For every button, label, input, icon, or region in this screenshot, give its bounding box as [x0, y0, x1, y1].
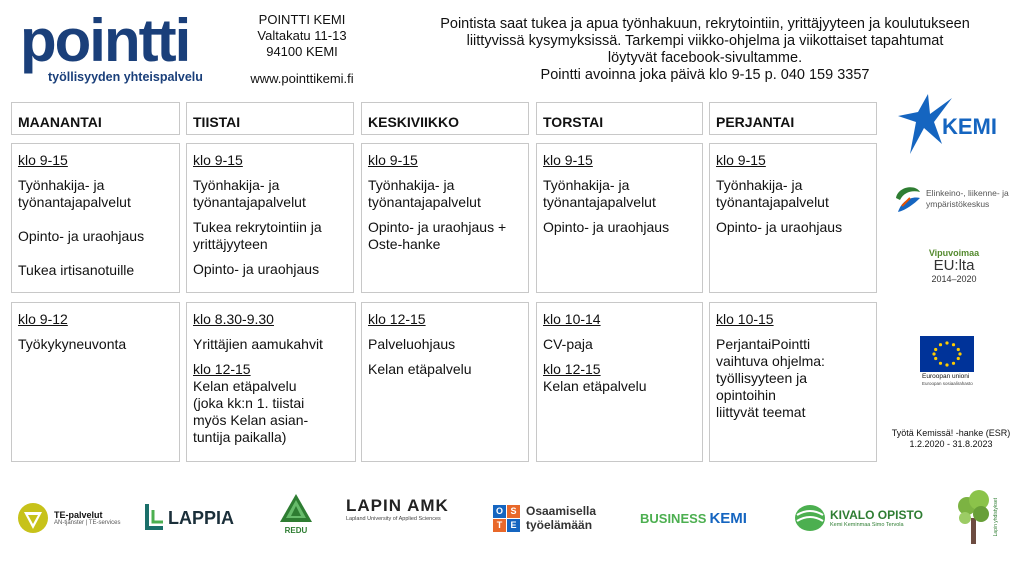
- project-info: [884, 428, 1018, 450]
- vipuvoimaa-eu-logo: [914, 248, 994, 294]
- address-block: [232, 12, 372, 87]
- day-name: KESKIVIIKKO: [368, 114, 460, 130]
- thursday-morning-cell: [536, 143, 703, 293]
- time-label: klo 8.30-9.30: [193, 311, 274, 327]
- te-palvelut-sub: AN-tjänster | TE-services: [54, 520, 121, 526]
- pointti-logo: [20, 7, 203, 88]
- day-header-tuesday: [186, 102, 354, 135]
- service-item: Työnhakija- ja työnantajapalvelut: [543, 177, 656, 210]
- monday-afternoon-cell: [11, 302, 180, 462]
- ely-centre-logo: [894, 182, 1016, 218]
- monday-morning-cell: [11, 143, 180, 293]
- lapin-amk-sub: Lapland University of Applied Sciences: [346, 516, 441, 522]
- intro-line-2: liittyvissä kysymyksissä. Tarkempi viikko-ohjelma ja viikottaiset tapahtumat: [466, 33, 944, 49]
- wednesday-afternoon-cell: [361, 302, 529, 462]
- day-name: PERJANTAI: [716, 114, 795, 130]
- service-item: Opinto- ja uraohjaus: [716, 219, 843, 235]
- oste-line-1: Osaamisella: [526, 504, 597, 518]
- day-name: MAANANTAI: [18, 114, 102, 130]
- te-palvelut-logo: [16, 496, 126, 540]
- service-item: Työnhakija- ja työnantajapalvelut: [18, 177, 131, 210]
- service-item: Opinto- ja uraohjaus: [18, 228, 145, 244]
- eu-stars-icon: [920, 336, 974, 372]
- kivalo-wordmark: KIVALO OPISTO: [830, 508, 923, 522]
- oste-letter: O: [493, 505, 506, 518]
- kivalo-icon: [794, 503, 826, 533]
- tuesday-morning-cell: [186, 143, 354, 293]
- logo-tagline: työllisyyden yhteispalvelu: [48, 70, 203, 84]
- time-label: klo 9-15: [18, 152, 68, 168]
- business-wordmark: BUSINESS: [640, 510, 707, 526]
- service-item: Työnhakija- ja työnantajapalvelut: [193, 177, 306, 210]
- kemi-city-logo: [896, 92, 1006, 156]
- service-note: (joka kk:n 1. tiistai: [193, 395, 305, 411]
- eu-ilta-text: EU:lta: [933, 257, 975, 274]
- tree-icon: [955, 488, 993, 546]
- wednesday-morning-cell: [361, 143, 529, 293]
- service-item: PerjantaiPointti: [716, 336, 811, 352]
- day-header-wednesday: [361, 102, 529, 135]
- service-item: Opinto- ja uraohjaus + Oste-hanke: [368, 219, 507, 252]
- te-palvelut-icon: [16, 501, 50, 535]
- vipuvoimaa-text: Vipuvoimaa: [928, 248, 980, 258]
- time-label: klo 9-15: [543, 152, 593, 168]
- project-dates: 1.2.2020 - 31.8.2023: [909, 439, 993, 449]
- time-label: klo 12-15: [543, 361, 601, 377]
- ely-name-line-2: ympäristökeskus: [926, 199, 990, 209]
- tree-association-logo: [955, 486, 1011, 548]
- oste-logo: [493, 496, 623, 540]
- service-item: CV-paja: [543, 336, 593, 352]
- lapin-amk-logo: [346, 496, 466, 540]
- project-name: Työtä Kemissä! -hanke (ESR): [891, 428, 1011, 438]
- kivalo-sub: Kemi Keminmaa Simo Tervola: [830, 522, 904, 528]
- business-kemi-wordmark: KEMI: [709, 509, 747, 527]
- te-palvelut-name: TE-palvelut: [54, 510, 103, 520]
- lappia-logo: [143, 496, 243, 540]
- service-item: Työnhakija- ja työnantajapalvelut: [716, 177, 829, 210]
- redu-logo: [276, 492, 316, 540]
- eu-union-text: Euroopan unioni: [922, 373, 970, 380]
- time-label: klo 12-15: [368, 311, 426, 327]
- tuesday-afternoon-cell: [186, 302, 356, 462]
- service-item: työllisyyteen ja: [716, 370, 808, 386]
- intro-line-3: löytyvät facebook-sivultamme.: [607, 50, 803, 66]
- service-item: Yrittäjien aamukahvit: [193, 336, 323, 352]
- lappia-wordmark: LAPPIA: [168, 507, 235, 528]
- thursday-afternoon-cell: [536, 302, 703, 462]
- redu-wordmark: REDU: [284, 526, 308, 535]
- time-label: klo 10-14: [543, 311, 601, 327]
- business-kemi-logo: [640, 496, 768, 540]
- service-item: Palveluohjaus: [368, 336, 456, 352]
- service-item: Tukea rekrytointiin ja yrittäjyyteen: [193, 219, 322, 252]
- office-name: POINTTI KEMI: [258, 12, 346, 27]
- service-item: Kelan etäpalvelu: [193, 378, 297, 394]
- redu-tree-icon: [278, 492, 314, 526]
- postal-address: 94100 KEMI: [266, 44, 338, 59]
- service-item: vaihtuva ohjelma:: [716, 353, 825, 369]
- service-item: Opinto- ja uraohjaus: [543, 219, 670, 235]
- oste-letter: E: [507, 519, 520, 532]
- lapin-amk-wordmark: LAPIN AMK: [346, 496, 449, 515]
- service-item: Opinto- ja uraohjaus: [193, 261, 320, 277]
- service-item: Kelan etäpalvelu: [543, 378, 647, 394]
- time-label: klo 10-15: [716, 311, 774, 327]
- time-label: klo 12-15: [193, 361, 251, 377]
- service-item: opintoihin: [716, 387, 776, 403]
- eu-years-text: 2014–2020: [931, 274, 977, 284]
- day-header-monday: [11, 102, 180, 135]
- ely-leaf-icon: [894, 184, 922, 214]
- day-name: TORSTAI: [543, 114, 604, 130]
- eu-fund-text: Euroopan sosiaalirahasto: [922, 381, 973, 386]
- service-item: liittyvät teemat: [716, 404, 806, 420]
- intro-line-1: Pointista saat tukea ja apua työnhakuun, rekrytointiin, yrittäjyyteen ja koulutukseen: [440, 16, 970, 32]
- day-name: TIISTAI: [193, 114, 241, 130]
- friday-afternoon-cell: [709, 302, 877, 462]
- time-label: klo 9-15: [368, 152, 418, 168]
- oste-letter: S: [507, 505, 520, 518]
- service-note: myös Kelan asian-: [193, 412, 309, 428]
- time-label: klo 9-12: [18, 311, 68, 327]
- eu-flag-logo: [920, 336, 978, 388]
- oste-line-2: työelämään: [526, 518, 593, 532]
- street-address: Valtakatu 11-13: [257, 28, 347, 43]
- service-item: Työnhakija- ja työnantajapalvelut: [368, 177, 481, 210]
- intro-text: [405, 16, 1005, 84]
- oste-letter: T: [493, 519, 506, 532]
- time-label: klo 9-15: [716, 152, 766, 168]
- intro-line-4: Pointti avoinna joka päivä klo 9-15 p. 040 159 3357: [540, 67, 870, 83]
- service-item: Kelan etäpalvelu: [368, 361, 472, 377]
- service-item: Tukea irtisanotuille: [18, 262, 135, 278]
- kemi-wordmark: KEMI: [942, 114, 997, 139]
- kivalo-opisto-logo: [794, 496, 934, 540]
- tree-association-text: Lapin yhdistykset: [993, 497, 999, 537]
- day-header-friday: [709, 102, 877, 135]
- oste-letters-icon: [493, 505, 520, 532]
- ely-name-line-1: Elinkeino-, liikenne- ja: [926, 188, 1009, 198]
- lappia-icon: [143, 502, 165, 534]
- time-label: klo 9-15: [193, 152, 243, 168]
- friday-morning-cell: [709, 143, 877, 293]
- logo-wordmark: pointti: [20, 7, 190, 74]
- website-link[interactable]: www.pointtikemi.fi: [250, 71, 354, 86]
- service-note: tuntija paikalla): [193, 429, 287, 445]
- day-header-thursday: [536, 102, 703, 135]
- service-item: Työkykyneuvonta: [18, 336, 127, 352]
